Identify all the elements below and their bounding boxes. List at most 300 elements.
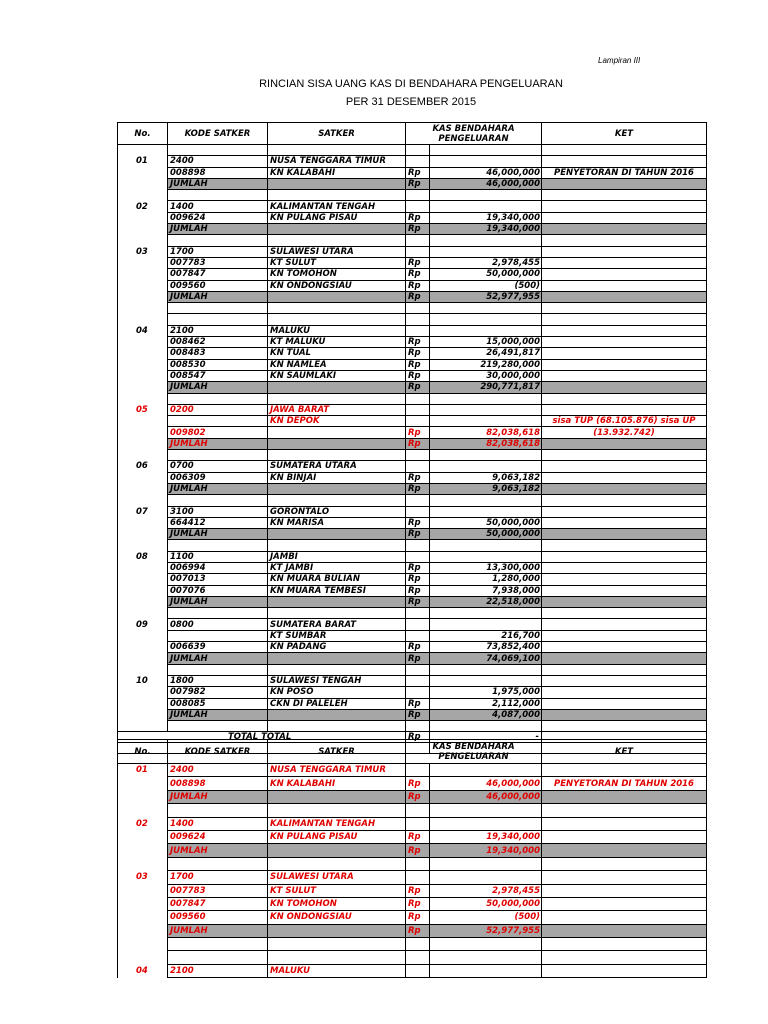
kode-satker-cell: 008462 [168, 337, 268, 348]
kode-satker-cell [168, 495, 268, 506]
satker-cell [268, 190, 406, 201]
currency-cell [406, 495, 430, 506]
currency-cell: Rp [406, 178, 430, 189]
row-number [118, 427, 168, 438]
kode-satker-cell: 0800 [168, 619, 268, 630]
ket-cell [542, 483, 707, 494]
ket-cell [542, 393, 707, 404]
header-ket: KET [542, 740, 707, 764]
satker-cell: KN PULANG PISAU [268, 212, 406, 223]
satker-cell: KN TOMOHON [268, 897, 406, 910]
amount-cell: 2,978,455 [430, 884, 542, 897]
ket-cell [542, 314, 707, 325]
kode-satker-cell [168, 190, 268, 201]
satker-cell [268, 450, 406, 461]
ket-cell [542, 506, 707, 517]
spacer-row [118, 938, 707, 951]
ket-cell [542, 337, 707, 348]
satker-cell: KN MUARA TEMBESI [268, 585, 406, 596]
ket-cell [542, 951, 707, 964]
currency-cell: Rp [406, 167, 430, 178]
amount-cell [430, 938, 542, 951]
row-number [118, 314, 168, 325]
kode-satker-cell: 664412 [168, 517, 268, 528]
row-number [118, 257, 168, 268]
table-row [118, 212, 707, 223]
row-number [118, 472, 168, 483]
jumlah-row [118, 653, 707, 664]
row-number [118, 562, 168, 573]
row-number [118, 529, 168, 540]
amount-cell: 46,000,000 [430, 777, 542, 790]
ket-cell: (13.932.742) [542, 427, 707, 438]
kode-satker-cell: 008898 [168, 167, 268, 178]
satker-cell [268, 224, 406, 235]
currency-cell: Rp [406, 212, 430, 223]
amount-cell: 216,700 [430, 630, 542, 641]
ket-cell [542, 359, 707, 370]
currency-cell [406, 325, 430, 336]
currency-cell [406, 540, 430, 551]
table-row [118, 461, 707, 472]
amount-cell: 290,771,817 [430, 382, 542, 393]
row-number: 06 [118, 461, 168, 472]
amount-cell: 19,340,000 [430, 844, 542, 857]
currency-cell: Rp [406, 897, 430, 910]
ket-cell [542, 830, 707, 843]
kode-satker-cell: 009624 [168, 212, 268, 223]
table-row [118, 585, 707, 596]
currency-cell: Rp [406, 596, 430, 607]
amount-cell: 2,112,000 [430, 698, 542, 709]
kode-satker-cell: 1400 [168, 817, 268, 830]
ket-cell [542, 585, 707, 596]
spacer-row [118, 804, 707, 817]
row-number: 03 [118, 246, 168, 257]
satker-cell [268, 924, 406, 937]
jumlah-row [118, 178, 707, 189]
amount-cell: (500) [430, 911, 542, 924]
row-number [118, 911, 168, 924]
amount-cell: 30,000,000 [430, 370, 542, 381]
amount-cell [430, 450, 542, 461]
table-row [118, 964, 707, 977]
currency-cell [406, 630, 430, 641]
kode-satker-cell [168, 145, 268, 156]
ket-cell [542, 924, 707, 937]
amount-cell [430, 804, 542, 817]
amount-cell: 52,977,955 [430, 291, 542, 302]
currency-cell: Rp [406, 257, 430, 268]
row-number [118, 698, 168, 709]
ket-cell [542, 212, 707, 223]
currency-cell: Rp [406, 382, 430, 393]
satker-cell: KN ONDONGSIAU [268, 280, 406, 291]
ket-cell [542, 246, 707, 257]
currency-cell [406, 551, 430, 562]
table-row [118, 167, 707, 178]
amount-cell: 9,063,182 [430, 472, 542, 483]
row-number [118, 574, 168, 585]
satker-cell: KN POSO [268, 687, 406, 698]
row-number [118, 830, 168, 843]
row-number [118, 924, 168, 937]
ket-cell [542, 529, 707, 540]
ket-cell [542, 790, 707, 803]
amount-cell [430, 416, 542, 427]
table-row [118, 871, 707, 884]
ket-cell [542, 280, 707, 291]
jumlah-row [118, 291, 707, 302]
satker-cell: NUSA TENGGARA TIMUR [268, 764, 406, 777]
satker-cell [268, 857, 406, 870]
amount-cell [430, 495, 542, 506]
satker-cell [268, 529, 406, 540]
satker-cell [268, 540, 406, 551]
kode-satker-cell: 009560 [168, 280, 268, 291]
row-number [118, 777, 168, 790]
ket-cell [542, 201, 707, 212]
ket-cell [542, 450, 707, 461]
satker-cell [268, 291, 406, 302]
ket-cell [542, 608, 707, 619]
ket-cell: PENYETORAN DI TAHUN 2016 [542, 777, 707, 790]
satker-cell: NUSA TENGGARA TIMUR [268, 156, 406, 167]
satker-cell: KALIMANTAN TENGAH [268, 817, 406, 830]
row-number: 01 [118, 156, 168, 167]
currency-cell [406, 817, 430, 830]
currency-cell [406, 393, 430, 404]
row-number: 03 [118, 871, 168, 884]
spacer-row [118, 664, 707, 675]
header-ket: KET [542, 123, 707, 145]
currency-cell [406, 664, 430, 675]
table-row [118, 348, 707, 359]
table-row [118, 817, 707, 830]
kode-satker-cell: 006994 [168, 562, 268, 573]
amount-cell: 15,000,000 [430, 337, 542, 348]
satker-cell [268, 951, 406, 964]
row-number [118, 897, 168, 910]
row-number [118, 416, 168, 427]
table-row [118, 911, 707, 924]
amount-cell: 73,852,400 [430, 642, 542, 653]
kode-satker-cell: 1700 [168, 246, 268, 257]
header-kas: KAS BENDAHARA PENGELUARAN [406, 123, 542, 145]
amount-cell: 50,000,000 [430, 897, 542, 910]
ket-cell [542, 291, 707, 302]
row-number [118, 517, 168, 528]
row-number: 08 [118, 551, 168, 562]
satker-cell: KN KALABAHI [268, 777, 406, 790]
amount-cell [430, 246, 542, 257]
ket-cell [542, 382, 707, 393]
ket-cell [542, 642, 707, 653]
amount-cell [430, 201, 542, 212]
row-number [118, 393, 168, 404]
table-row [118, 830, 707, 843]
currency-cell: Rp [406, 574, 430, 585]
header-no: No. [118, 740, 168, 764]
row-number [118, 359, 168, 370]
ket-cell [542, 145, 707, 156]
ket-cell [542, 871, 707, 884]
satker-cell [268, 804, 406, 817]
row-number [118, 145, 168, 156]
ket-cell [542, 348, 707, 359]
amount-cell: 50,000,000 [430, 529, 542, 540]
amount-cell [430, 314, 542, 325]
kode-satker-cell: 2400 [168, 156, 268, 167]
jumlah-row [118, 596, 707, 607]
row-number [118, 370, 168, 381]
amount-cell: 19,340,000 [430, 212, 542, 223]
satker-cell [268, 314, 406, 325]
ket-cell [542, 709, 707, 720]
row-number [118, 540, 168, 551]
kode-satker-cell [168, 938, 268, 951]
kode-satker-cell [168, 630, 268, 641]
jumlah-row [118, 483, 707, 494]
amount-cell [430, 951, 542, 964]
ket-cell [542, 687, 707, 698]
ket-cell [542, 817, 707, 830]
table-row [118, 325, 707, 336]
currency-cell [406, 314, 430, 325]
currency-cell [406, 506, 430, 517]
currency-cell [406, 871, 430, 884]
jumlah-row [118, 790, 707, 803]
table-row [118, 404, 707, 415]
satker-cell [268, 483, 406, 494]
spacer-row [118, 303, 707, 314]
satker-cell: KN PULANG PISAU [268, 830, 406, 843]
kode-satker-cell: JUMLAH [168, 529, 268, 540]
currency-cell: Rp [406, 427, 430, 438]
amount-cell: 26,491,817 [430, 348, 542, 359]
kode-satker-cell: 008547 [168, 370, 268, 381]
kode-satker-cell: 009802 [168, 427, 268, 438]
row-number [118, 269, 168, 280]
currency-cell: Rp [406, 830, 430, 843]
page-title: RINCIAN SISA UANG KAS DI BENDAHARA PENGELUARAN [259, 78, 563, 90]
currency-cell [406, 156, 430, 167]
row-number [118, 450, 168, 461]
ket-cell: sisa TUP (68.105.876) sisa UP [542, 416, 707, 427]
row-number [118, 687, 168, 698]
kode-satker-cell: 1400 [168, 201, 268, 212]
currency-cell [406, 404, 430, 415]
total-rp: Rp [406, 732, 430, 743]
header-kode-satker: KODE SATKER [168, 740, 268, 764]
currency-cell: Rp [406, 844, 430, 857]
satker-cell: KT SUMBAR [268, 630, 406, 641]
page-subtitle: PER 31 DESEMBER 2015 [345, 96, 477, 108]
amount-cell [430, 619, 542, 630]
kode-satker-cell: 007847 [168, 269, 268, 280]
header-kode-satker: KODE SATKER [168, 123, 268, 145]
satker-cell: KALIMANTAN TENGAH [268, 201, 406, 212]
amount-cell: (500) [430, 280, 542, 291]
amount-cell: 46,000,000 [430, 790, 542, 803]
kode-satker-cell [168, 804, 268, 817]
spacer-row [118, 450, 707, 461]
amount-cell [430, 964, 542, 977]
satker-cell: KT MALUKU [268, 337, 406, 348]
amount-cell [430, 664, 542, 675]
ket-cell [542, 596, 707, 607]
satker-cell: SUMATERA BARAT [268, 619, 406, 630]
row-number [118, 483, 168, 494]
row-number [118, 280, 168, 291]
amount-cell [430, 675, 542, 686]
table-row [118, 777, 707, 790]
currency-cell [406, 416, 430, 427]
ket-cell [542, 370, 707, 381]
table-row [118, 562, 707, 573]
kode-satker-cell: 2100 [168, 964, 268, 977]
ket-cell [542, 190, 707, 201]
table-row [118, 619, 707, 630]
amount-cell: 1,280,000 [430, 574, 542, 585]
amount-cell [430, 506, 542, 517]
currency-cell [406, 235, 430, 246]
ket-cell [542, 884, 707, 897]
kode-satker-cell: 2400 [168, 764, 268, 777]
amount-cell: 74,069,100 [430, 653, 542, 664]
row-number [118, 291, 168, 302]
kode-satker-cell [168, 450, 268, 461]
amount-cell [430, 540, 542, 551]
spacer-row [118, 145, 707, 156]
satker-cell: JAWA BARAT [268, 404, 406, 415]
row-number [118, 653, 168, 664]
ket-cell [542, 562, 707, 573]
currency-cell [406, 201, 430, 212]
kode-satker-cell [168, 235, 268, 246]
kode-satker-cell [168, 393, 268, 404]
satker-cell [268, 844, 406, 857]
currency-cell [406, 450, 430, 461]
satker-cell: MALUKU [268, 325, 406, 336]
kode-satker-cell: JUMLAH [168, 844, 268, 857]
kode-satker-cell [168, 303, 268, 314]
kode-satker-cell: 1800 [168, 675, 268, 686]
row-number [118, 630, 168, 641]
row-number [118, 348, 168, 359]
amount-cell [430, 817, 542, 830]
row-number [118, 167, 168, 178]
table-row [118, 280, 707, 291]
kode-satker-cell: JUMLAH [168, 596, 268, 607]
spacer-row [118, 235, 707, 246]
jumlah-row [118, 438, 707, 449]
kode-satker-cell: 009624 [168, 830, 268, 843]
amount-cell [430, 156, 542, 167]
kode-satker-cell: 008898 [168, 777, 268, 790]
satker-cell [268, 596, 406, 607]
table-row [118, 675, 707, 686]
kode-satker-cell: JUMLAH [168, 224, 268, 235]
amount-cell [430, 461, 542, 472]
satker-cell: KN ONDONGSIAU [268, 911, 406, 924]
currency-cell: Rp [406, 709, 430, 720]
jumlah-row [118, 844, 707, 857]
ket-cell [542, 540, 707, 551]
amount-cell [430, 404, 542, 415]
satker-cell: KN TUAL [268, 348, 406, 359]
kode-satker-cell: JUMLAH [168, 709, 268, 720]
satker-cell: SUMATERA UTARA [268, 461, 406, 472]
amount-cell [430, 857, 542, 870]
table-row [118, 687, 707, 698]
table-row [118, 642, 707, 653]
currency-cell: Rp [406, 924, 430, 937]
ket-cell [542, 844, 707, 857]
currency-cell: Rp [406, 438, 430, 449]
header-satker: SATKER [268, 740, 406, 764]
table-row [118, 427, 707, 438]
table-row [118, 370, 707, 381]
currency-cell [406, 461, 430, 472]
currency-cell: Rp [406, 884, 430, 897]
kode-satker-cell: 0200 [168, 404, 268, 415]
satker-cell [268, 653, 406, 664]
kode-satker-cell: JUMLAH [168, 178, 268, 189]
amount-cell: 52,977,955 [430, 924, 542, 937]
satker-cell [268, 495, 406, 506]
table-row [118, 337, 707, 348]
amount-cell: 82,038,618 [430, 427, 542, 438]
currency-cell: Rp [406, 653, 430, 664]
satker-cell: KN KALABAHI [268, 167, 406, 178]
currency-cell: Rp [406, 280, 430, 291]
total-label: TOTAL TOTAL [118, 732, 406, 743]
satker-cell: KT SULUT [268, 884, 406, 897]
kode-satker-cell: 007783 [168, 257, 268, 268]
kode-satker-cell [168, 608, 268, 619]
kode-satker-cell: 006639 [168, 642, 268, 653]
satker-cell: MALUKU [268, 964, 406, 977]
jumlah-row [118, 224, 707, 235]
satker-cell: KT SULUT [268, 257, 406, 268]
satker-cell: SULAWESI TENGAH [268, 675, 406, 686]
row-number [118, 495, 168, 506]
currency-cell: Rp [406, 517, 430, 528]
table-row [118, 630, 707, 641]
spacer-row [118, 540, 707, 551]
row-number: 04 [118, 964, 168, 977]
table-2-body [118, 764, 707, 978]
kode-satker-cell: 008085 [168, 698, 268, 709]
kode-satker-cell: JUMLAH [168, 483, 268, 494]
kode-satker-cell: 3100 [168, 506, 268, 517]
table-row [118, 201, 707, 212]
currency-cell: Rp [406, 348, 430, 359]
ket-cell [542, 235, 707, 246]
ket-cell [542, 675, 707, 686]
row-number [118, 235, 168, 246]
currency-cell: Rp [406, 370, 430, 381]
spacer-row [118, 190, 707, 201]
table-row [118, 156, 707, 167]
row-number: 01 [118, 764, 168, 777]
kode-satker-cell: 009560 [168, 911, 268, 924]
satker-cell [268, 938, 406, 951]
currency-cell: Rp [406, 790, 430, 803]
spacer-row [118, 608, 707, 619]
ket-cell [542, 517, 707, 528]
